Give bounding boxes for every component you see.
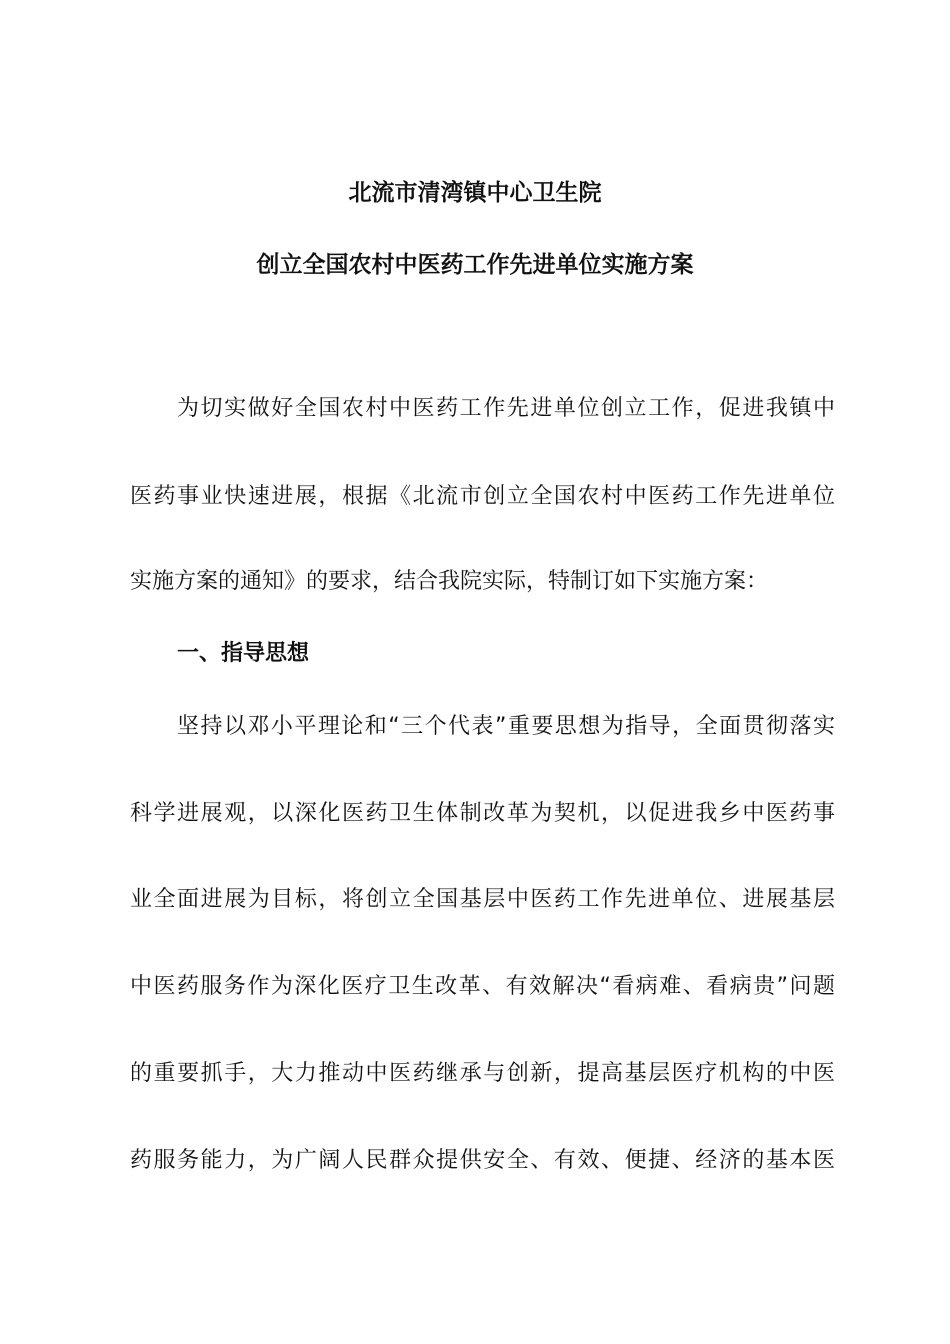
intro-paragraph-line: 实施方案的通知》的要求，结合我院实际，特制订如下实施方案：	[130, 569, 769, 594]
document-title-line-1: 北流市清湾镇中心卫生院	[348, 180, 602, 206]
intro-paragraph-line: 医药事业快速进展，根据《北流市创立全国农村中医药工作先进单位	[130, 484, 835, 509]
section-body-line: 坚持以邓小平理论和“三个代表”重要思想为指导，全面贯彻落实	[177, 714, 835, 739]
intro-paragraph-line: 为切实做好全国农村中医药工作先进单位创立工作，促进我镇中	[177, 396, 835, 421]
section-body-line: 业全面进展为目标，将创立全国基层中医药工作先进单位、进展基层	[130, 887, 835, 912]
section-body-line: 中医药服务作为深化医疗卫生改革、有效解决“看病难、看病贵”问题	[130, 974, 835, 999]
section-heading: 一、指导思想	[177, 641, 310, 666]
section-body-line: 的重要抓手，大力推动中医药继承与创新，提高基层医疗机构的中医	[130, 1061, 835, 1086]
section-body-line: 科学进展观，以深化医药卫生体制改革为契机，以促进我乡中医药事	[130, 801, 835, 826]
section-body-line: 药服务能力，为广阔人民群众提供安全、有效、便捷、经济的基本医	[130, 1148, 835, 1173]
document-title-line-2: 创立全国农村中医药工作先进单位实施方案	[256, 252, 694, 278]
